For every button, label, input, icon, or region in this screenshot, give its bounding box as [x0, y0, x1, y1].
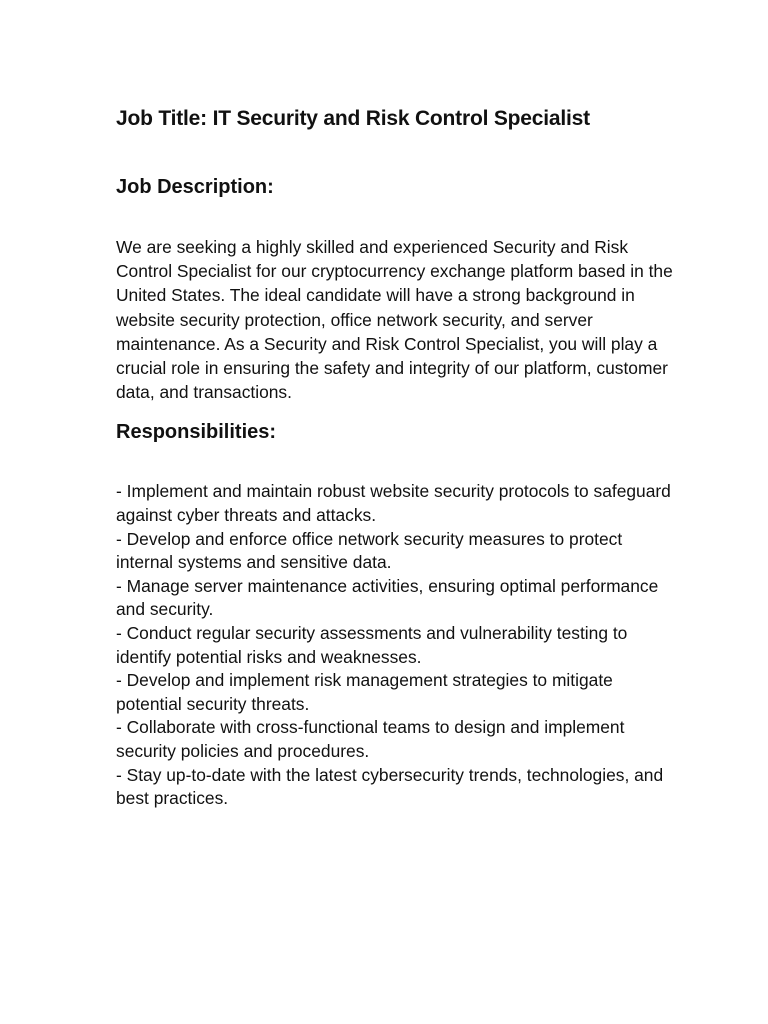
responsibility-item: - Implement and maintain robust website security protocols to safeguard against cyber threats and attacks. — [116, 481, 671, 526]
responsibility-item: - Collaborate with cross-functional teams to design and implement security policies and procedures. — [116, 717, 625, 761]
job-description-heading: Job Description: — [116, 176, 274, 198]
responsibility-item: - Conduct regular security assessments and vulnerability testing to identify potential risks and weaknesses. — [116, 622, 628, 667]
responsibilities-heading: Responsibilities: — [116, 421, 277, 444]
responsibility-item: - Manage server maintenance activities, ensuring optimal performance and security. — [116, 575, 659, 620]
document-page — [116, 104, 676, 811]
job-title: Job Title: IT Security and Risk Control Specialist — [116, 107, 590, 130]
job-description-paragraph: We are seeking a highly skilled and experienced Security and Risk Control Specialist for our cryptocurrency exchange platform based in the United States. The ideal candidate will have a strong background in website security protection, office network security, and server maintenance. As a Security and Risk Control Specialist, you will play a crucial role in ensuring the safety and integrity of our platform, customer data, and transactions. — [116, 237, 673, 403]
responsibility-item: - Develop and enforce office network security measures to protect internal systems and sensitive data. — [116, 528, 623, 573]
responsibility-item: - Develop and implement risk management strategies to mitigate potential security threats. — [116, 670, 613, 714]
responsibilities-list — [116, 480, 676, 810]
responsibility-item: - Stay up-to-date with the latest cybersecurity trends, technologies, and best practices. — [116, 764, 664, 809]
